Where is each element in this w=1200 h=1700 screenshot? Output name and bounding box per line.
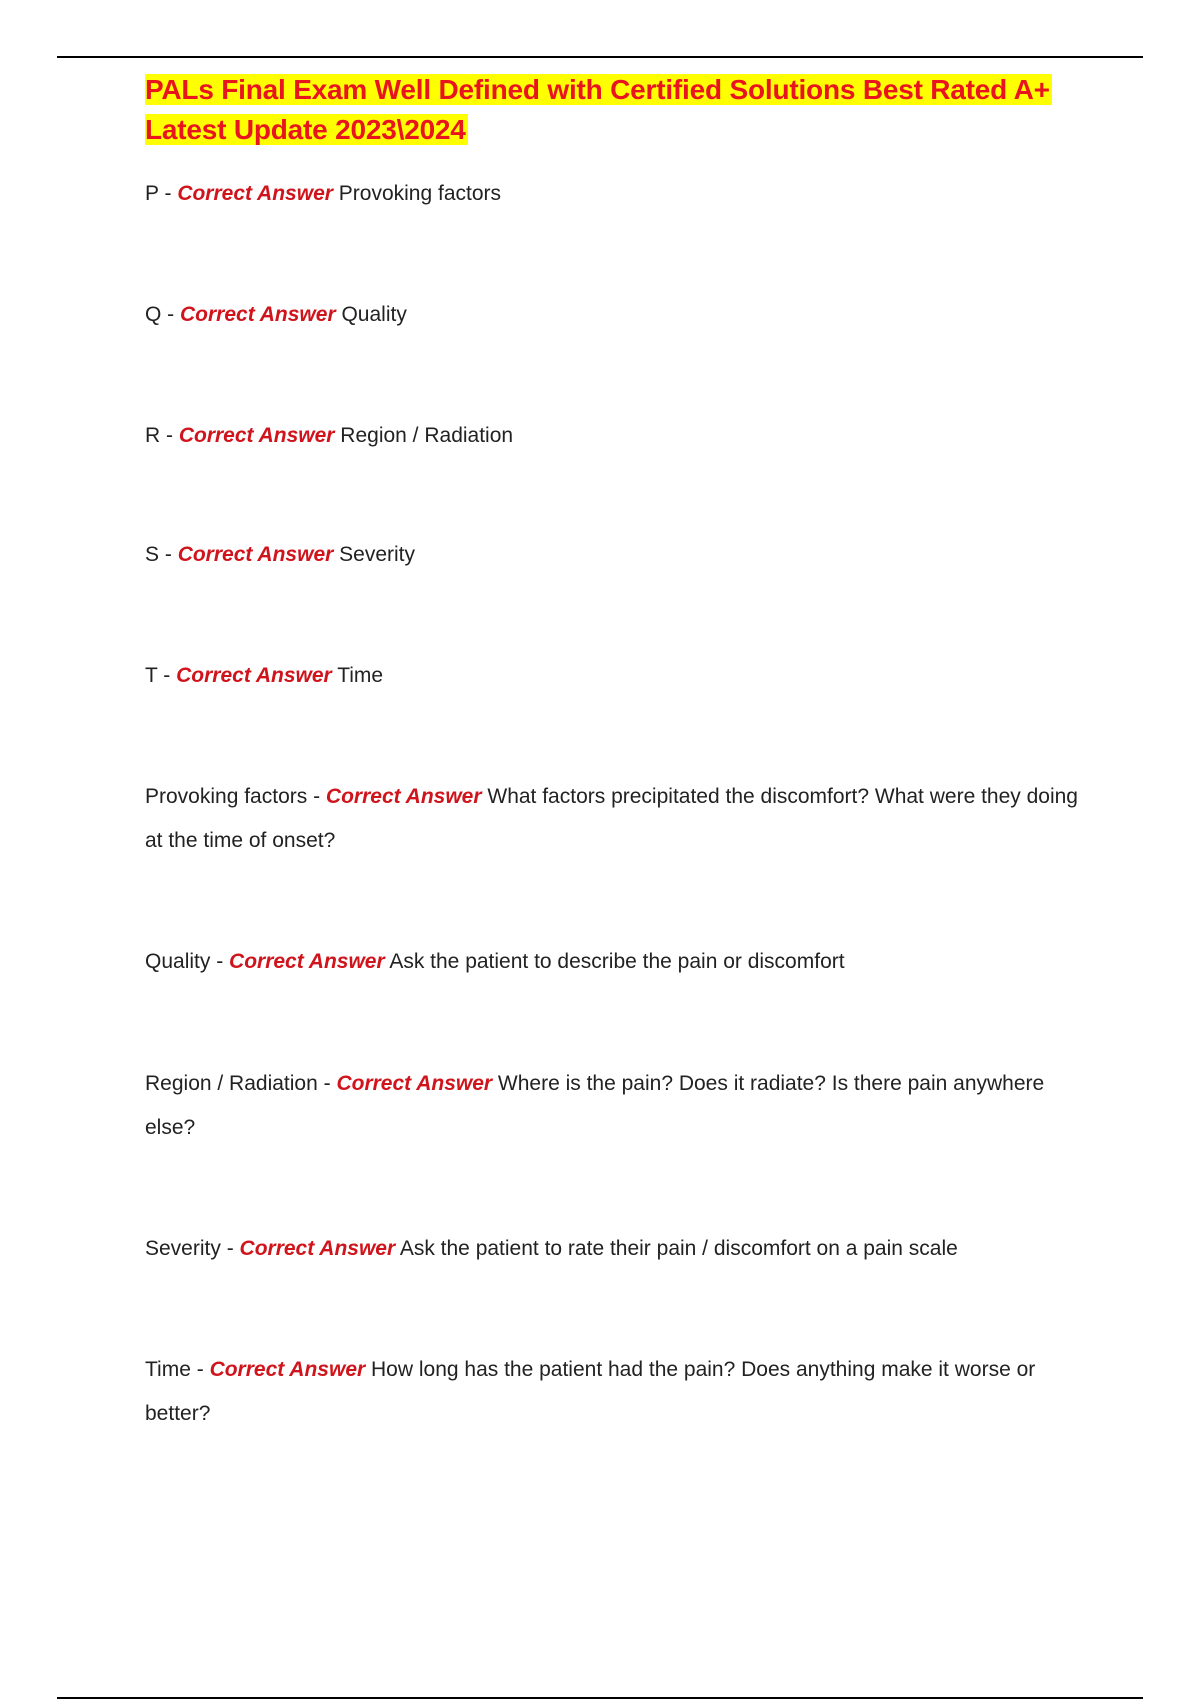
top-rule xyxy=(57,56,1143,58)
qa-answer: Severity xyxy=(339,543,415,566)
correct-answer-label: Correct Answer xyxy=(209,1358,366,1381)
qa-separator: - xyxy=(317,1072,337,1095)
qa-item xyxy=(145,293,1085,337)
correct-answer-label: Correct Answer xyxy=(336,1072,493,1095)
qa-item xyxy=(145,940,1085,984)
qa-answer: Ask the patient to rate their pain / discomfort on a pain scale xyxy=(399,1237,958,1260)
qa-item xyxy=(145,172,1085,216)
bottom-rule xyxy=(57,1697,1143,1699)
qa-term: S xyxy=(145,543,160,566)
qa-item xyxy=(145,1227,1085,1271)
qa-answer: What factors precipitated the discomfort? What were they doing at the time of onset? xyxy=(145,785,1078,852)
qa-term: Severity xyxy=(145,1237,221,1260)
qa-term: T xyxy=(145,664,158,687)
qa-answer: Quality xyxy=(341,303,407,326)
qa-separator: - xyxy=(157,664,177,687)
correct-answer-label: Correct Answer xyxy=(178,424,335,447)
qa-answer: Where is the pain? Does it radiate? Is there pain anywhere else? xyxy=(145,1072,1045,1139)
qa-term: Region / Radiation xyxy=(145,1072,318,1095)
qa-answer: How long has the patient had the pain? Does anything make it worse or better? xyxy=(145,1358,1036,1425)
qa-separator: - xyxy=(161,303,181,326)
correct-answer-label: Correct Answer xyxy=(177,543,334,566)
correct-answer-label: Correct Answer xyxy=(177,182,333,205)
qa-term: Quality xyxy=(145,950,211,973)
correct-answer-label: Correct Answer xyxy=(176,664,332,687)
title-line-1: PALs Final Exam Well Defined with Certified Solutions Best Rated A+ xyxy=(145,74,1050,105)
qa-item xyxy=(145,414,1085,458)
correct-answer-label: Correct Answer xyxy=(229,950,385,973)
qa-term: P xyxy=(145,182,159,205)
correct-answer-label: Correct Answer xyxy=(180,303,336,326)
qa-separator: - xyxy=(160,424,179,447)
qa-answer: Provoking factors xyxy=(338,182,502,205)
document-page xyxy=(145,70,1085,1425)
qa-item xyxy=(145,775,1085,863)
qa-answer: Time xyxy=(337,664,384,687)
qa-answer: Ask the patient to describe the pain or discomfort xyxy=(389,950,845,973)
qa-term: Time xyxy=(145,1358,191,1381)
document-title xyxy=(145,70,1085,150)
qa-item xyxy=(145,654,1085,698)
qa-separator: - xyxy=(220,1237,240,1260)
correct-answer-label: Correct Answer xyxy=(239,1237,396,1260)
qa-separator: - xyxy=(158,182,178,205)
qa-term: Provoking factors xyxy=(145,785,308,808)
qa-separator: - xyxy=(307,785,326,808)
title-line-2: Latest Update 2023\2024 xyxy=(145,114,466,145)
qa-term: R xyxy=(145,424,161,447)
correct-answer-label: Correct Answer xyxy=(325,785,482,808)
qa-item xyxy=(145,1062,1085,1150)
qa-separator: - xyxy=(190,1358,210,1381)
qa-answer: Region / Radiation xyxy=(340,424,514,447)
qa-item xyxy=(145,533,1085,577)
qa-separator: - xyxy=(210,950,230,973)
qa-item xyxy=(145,1348,1085,1436)
qa-separator: - xyxy=(159,543,178,566)
qa-term: Q xyxy=(145,303,162,326)
